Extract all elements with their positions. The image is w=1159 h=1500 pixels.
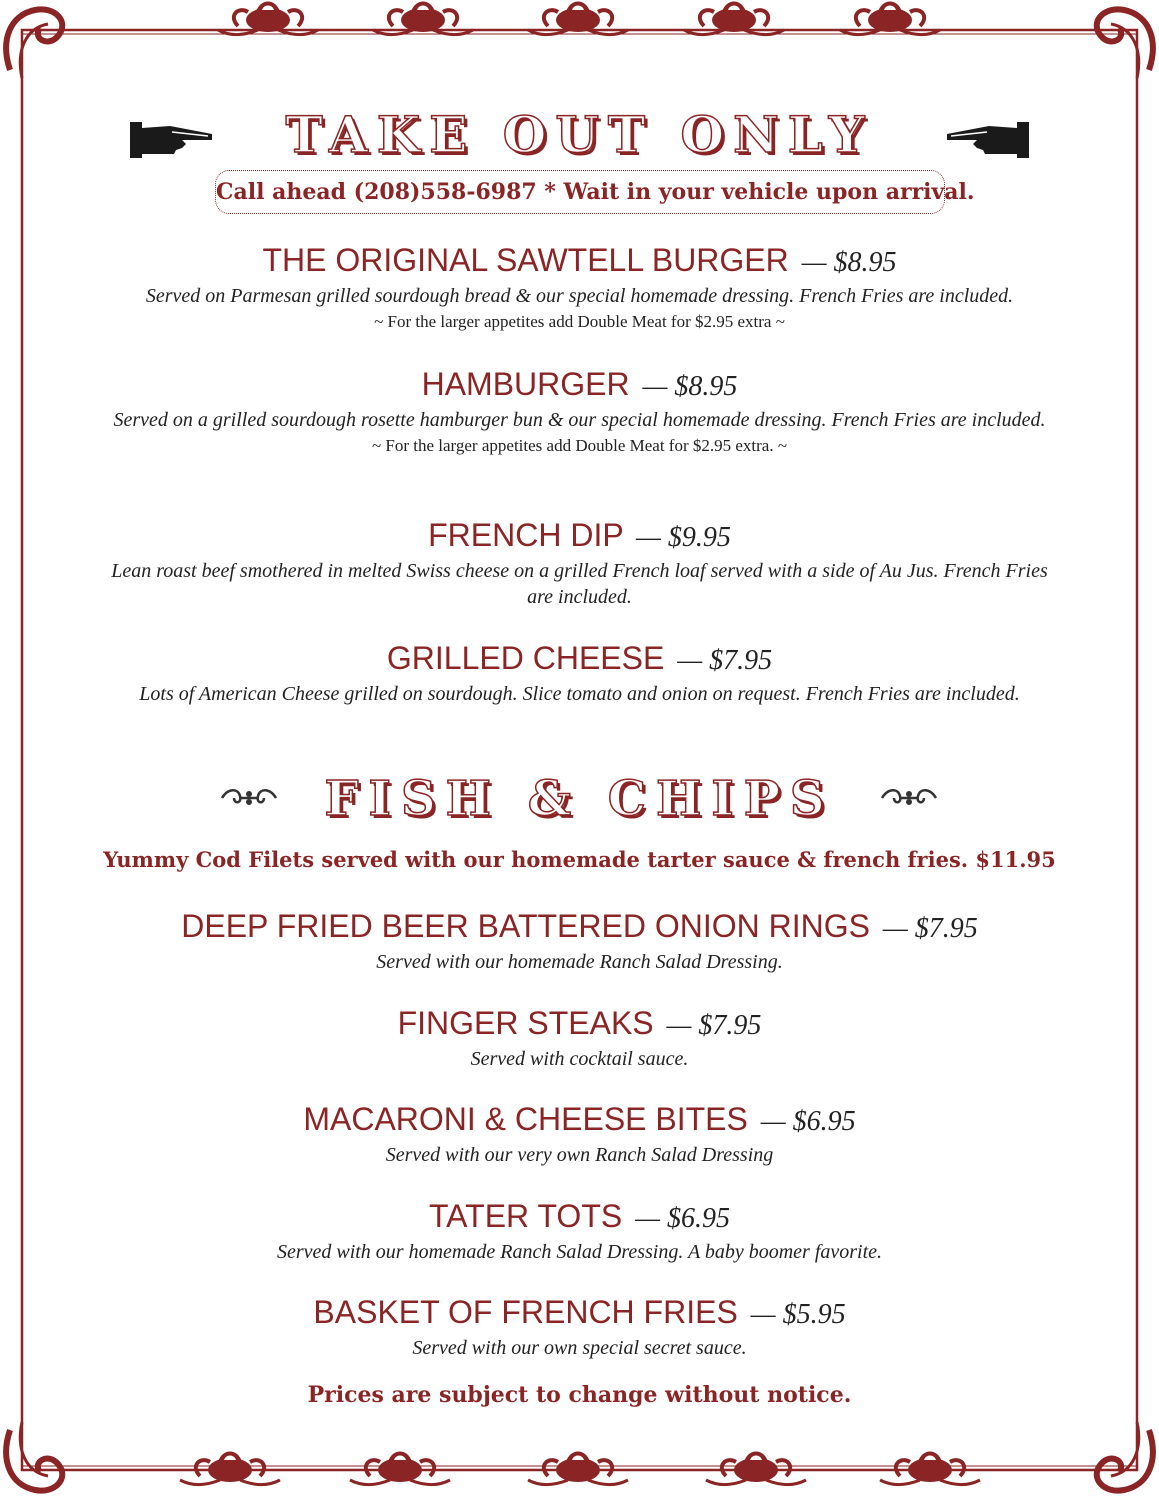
menu-item-french-fries [40,1292,1119,1361]
call-ahead-notice: Call ahead (208)558-6987 * Wait in your vehicle upon arrival. [215,170,945,214]
item-price: — $7.95 [882,913,978,944]
item-description: Lean roast beef smothered in melted Swiss cheese on a grilled French loaf served with a side of Au Jus. French Fries are included. [111,560,1048,608]
flourish-icon [880,786,938,810]
menu-item-finger-steaks [40,1003,1119,1072]
takeout-banner [40,104,1119,168]
item-title: BASKET OF FRENCH FRIES [313,1294,738,1330]
item-description: Served on a grilled sourdough rosette hamburger bun & our special homemade dressing. French Fries are included. [113,409,1046,431]
price-disclaimer: Prices are subject to change without notice. [307,1382,852,1408]
item-description: Lots of American Cheese grilled on sourdough. Slice tomato and onion on request. French Fries are included. [139,683,1020,705]
item-title: DEEP FRIED BEER BATTERED ONION RINGS [181,908,870,944]
item-price: — $7.95 [666,1010,762,1041]
item-price: — $6.95 [760,1106,856,1137]
fish-chips-description: Yummy Cod Filets served with our homemade tarter sauce & french fries. $11.95 [103,847,1056,872]
item-description: Served with our own special secret sauce. [412,1337,747,1359]
menu-item-french-dip [40,515,1119,610]
takeout-title: TAKE OUT ONLY [285,105,874,164]
item-price: — $8.95 [642,371,738,402]
item-note: ~ For the larger appetites add Double Meat for $2.95 extra ~ [374,312,785,331]
menu-item-tater-tots [40,1196,1119,1265]
item-description: Served with our homemade Ranch Salad Dressing. A baby boomer favorite. [276,1241,883,1263]
item-price: — $7.95 [677,645,773,676]
item-title: FINGER STEAKS [397,1005,654,1041]
item-description: Served with our homemade Ranch Salad Dressing. [376,951,783,973]
menu-item-hamburger [40,364,1119,459]
item-title: MACARONI & CHEESE BITES [303,1101,748,1137]
item-note: ~ For the larger appetites add Double Meat for $2.95 extra. ~ [371,436,788,455]
item-title: FRENCH DIP [428,517,624,553]
menu-item-onion-rings [40,906,1119,975]
item-title: HAMBURGER [421,366,630,402]
item-title: THE ORIGINAL SAWTELL BURGER [262,242,789,278]
item-price: — $6.95 [635,1203,730,1234]
item-price: — $5.95 [750,1299,846,1330]
item-price: — $9.95 [635,522,731,553]
item-title: TATER TOTS [429,1198,623,1234]
item-description: Served with our very own Ranch Salad Dressing [385,1144,774,1166]
menu-item-sawtell-burger [40,240,1119,335]
fish-chips-banner [40,768,1119,832]
menu-item-mac-cheese-bites [40,1099,1119,1168]
bottom-rose-ornaments [180,1452,980,1485]
fish-chips-title: FISH & CHIPS [324,771,835,827]
pointing-hand-left-icon [943,120,1029,160]
menu-item-grilled-cheese [40,638,1119,707]
item-description: Served on Parmesan grilled sourdough bread & our special homemade dressing. French Fries are included. [145,285,1014,307]
item-title: GRILLED CHEESE [386,640,665,676]
item-price: — $8.95 [801,247,897,278]
item-description: Served with cocktail sauce. [470,1048,689,1070]
corner-ornaments [6,9,1153,1490]
